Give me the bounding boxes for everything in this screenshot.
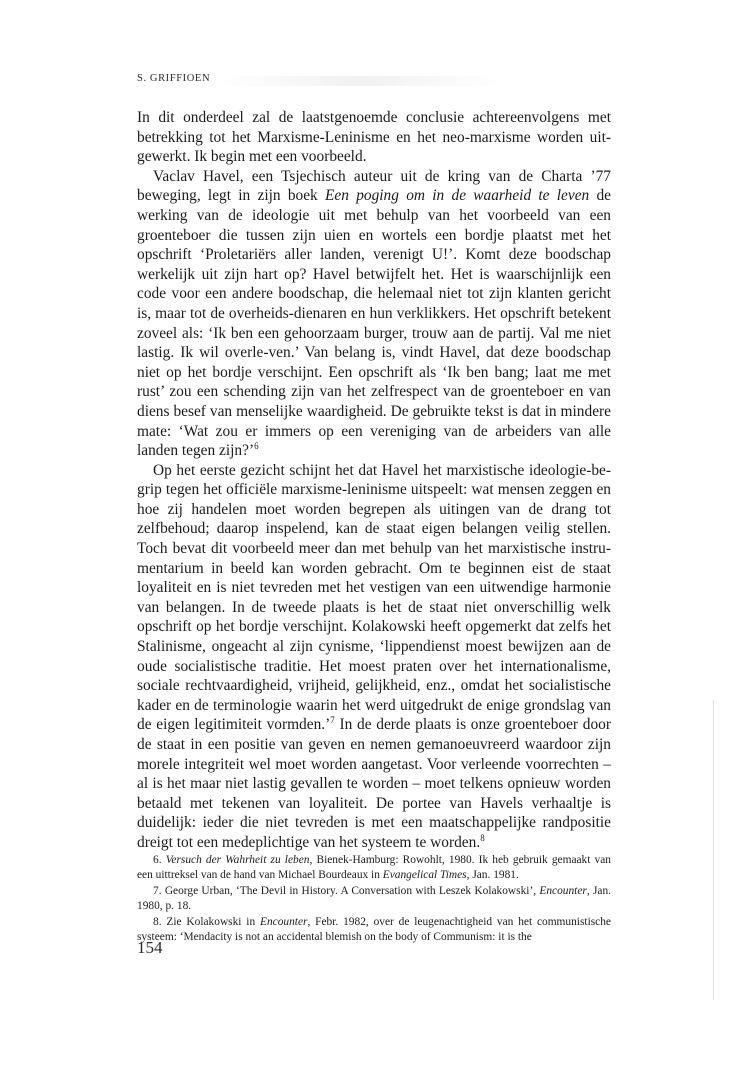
- running-head-author: S. GRIFFIOEN: [137, 73, 211, 84]
- faint-bleedthrough-band: [215, 76, 505, 86]
- body-text: [137, 108, 611, 853]
- footnote-ref-6[interactable]: 6: [254, 440, 259, 451]
- paragraph-3-text-a: Op het eerste gezicht schijnt het dat Havel het marxistische ideologie-be-grip tegen het officiële marxisme-leninisme uitspeelt: wat mensen zeggen en hoe zij handelen moet worden begrepen als uitingen van de drang tot zelfbehoud; daarop inspelend, kan de staat eigen belangen veilig stellen. Toch bevat dit voorbeeld meer dan met behulp van het marxistische instru-mentarium in beeld kan worden gebracht. Om te beginnen eist de staat loyaliteit en is niet tevreden met het vestigen van een uitwendige harmonie van belangen. In de tweede plaats is het de staat niet onverschillig welk opschrift op het bordje verschijnt. Kolakowski heeft opgemerkt dat zelfs het Stalinisme, ongeacht al zijn cynisme, ‘lippendienst moest bewijzen aan de oude socialistische traditie. Het moest praten over het internationalisme, sociale rechtvaardigheid, vrijheid, gelijkheid, enz., omdat het socialistische kader en de terminologie waarin het werd uitgedrukt de enige grondslag van de eigen legitimiteit vormden.’: [137, 461, 611, 734]
- footnote-6: [137, 853, 611, 884]
- footnote-8-text-b: , Febr. 1982, over de leugenachtigheid van het communistische systeem: ‘Mendacity is not an accidental blemish on the body of Communism: it is the: [137, 915, 611, 944]
- footnote-7-text-a: George Urban, ‘The Devil in History. A Conversation with Leszek Kolakowski’,: [164, 884, 540, 897]
- page-number: 154: [137, 938, 163, 957]
- footnote-8: [137, 915, 611, 946]
- book-title-havel: Een poging om in de waarheid te leven: [325, 187, 590, 205]
- footnote-ref-8[interactable]: 8: [480, 832, 485, 843]
- page-edge-shadow: [713, 700, 714, 1000]
- footnote-6-journal: Evangelical Times: [382, 869, 467, 882]
- footnote-6-text-b: , Jan. 1981.: [466, 869, 519, 882]
- paragraph-2-text-a: Vaclav Havel, een Tsjechisch auteur uit de kring van de Charta ’77 beweging, legt in zijn boek: [137, 167, 611, 205]
- paragraph-3-text-b: In de derde plaats is onze groenteboer door de staat in een positie van geven en nemen gemanoeuvreerd waardoor zijn morele integriteit wel moet worden aangetast. Voor verleende voorrechten – al is het maar niet lastig gevallen te worden – moet telkens opnieuw worden betaald met tekenen van loyaliteit. De portee van Havels verhaaltje is duidelijk: ieder die niet tevreden is met een maatschappelijke randpositie dreigt tot een medeplichtige van het systeem te worden.: [137, 716, 611, 851]
- paragraph-3: [137, 461, 611, 853]
- footnotes: [137, 853, 611, 945]
- footnote-7-text-b: , Jan. 1980, p. 18.: [137, 884, 611, 913]
- paragraph-2-text-b: de werking van de ideologie uit met behulp van het voorbeeld van een groenteboer die tussen zijn uien en wortels een bordje plaatst met het opschrift ‘Proletariërs aller landen, verenigt U!’. Komt deze boodschap werkelijk uit zijn hart op? Havel betwijfelt het. Het is waarschijnlijk een code voor een andere boodschap, die helemaal niet tot zijn klanten gericht is, maar tot de overheids-dienaren en hun verklikkers. Het opschrift betekent zoveel als: ‘Ik ben een gehoorzaam burger, trouw aan de partij. Val me niet lastig. Ik wil overle-ven.’ Van belang is, vindt Havel, dat deze boodschap niet op het bordje verschijnt. Een opschrift als ‘Ik ben bang; laat me met rust’ zou een schending zijn van het zelfrespect van de groenteboer en van diens besef van menselijke waardigheid. De gebruikte tekst is dat in mindere mate: ‘Wat zou er immers op een vereniging van de arbeiders van alle landen tegen zijn?’: [137, 187, 612, 460]
- paragraph-2: [137, 167, 611, 461]
- paragraph-1: In dit onderdeel zal de laatstgenoemde conclusie achtereenvolgens met betrekking tot het Marxisme-Leninisme en het neo-marxisme worden uit-gewerkt. Ik begin met een voorbeeld.: [137, 109, 611, 166]
- footnote-7-journal: Encounter: [539, 884, 587, 897]
- footnote-6-text-a: Bienek-Hamburg: Rowohlt, 1980. Ik heb gebruik gemaakt van een uittreksel van de hand van Michael Bourdeaux in: [137, 854, 612, 882]
- footnote-ref-7[interactable]: 7: [330, 715, 335, 726]
- footnote-8-journal: Encounter: [260, 915, 308, 928]
- footnote-6-number: 6.: [153, 854, 162, 866]
- footnote-7-number: 7.: [153, 884, 162, 897]
- footnote-7: [137, 884, 611, 915]
- footnote-8-text-a: Zie Kolakowski in: [166, 915, 261, 928]
- footnote-6-title: Versuch der Wahrheit zu leben,: [165, 854, 313, 866]
- footnote-8-number: 8.: [153, 915, 162, 928]
